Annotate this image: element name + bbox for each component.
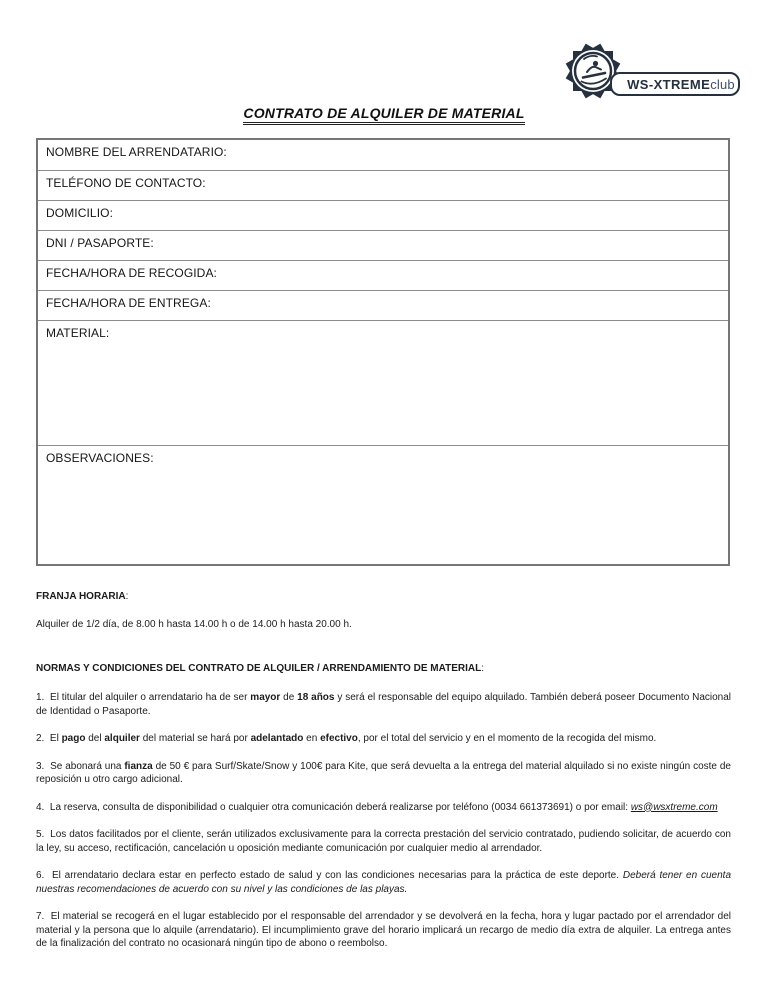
- franja-heading-colon: :: [125, 591, 129, 602]
- clauses-list: [36, 691, 731, 951]
- field-label: FECHA/HORA DE RECOGIDA:: [46, 266, 217, 280]
- text-segment: 18 años: [297, 692, 335, 703]
- text-segment: 2. El: [36, 733, 62, 744]
- text-segment: fianza: [124, 760, 153, 772]
- normas-heading-colon: :: [481, 663, 484, 674]
- nombre-arrendatario-input-area[interactable]: [46, 159, 720, 170]
- clause-6: [36, 869, 731, 896]
- text-segment: Deberá tener en cuenta nuestras recomendaciones de acuerdo con su nivel y las condiciones de las playas.: [36, 870, 731, 895]
- text-segment: 6. El arrendatario declara estar en perfecto estado de salud y con las condiciones necesarias para la práctica de este deporte.: [36, 870, 623, 881]
- text-segment: mayor: [250, 692, 281, 703]
- franja-horaria-heading: [36, 590, 731, 603]
- text-segment: 7. El material se recogerá en el lugar establecido por el responsable del arrendador y se devolverá en la fecha, hora y lugar pactado por el arrendador del material y la persona que lo alquile (arrendatario). El incumplimiento grave del horario implicará un recargo de medio día extra de alquiler. La entrega antes de la finalización del contrato no ocasionará ningún tipo de abono o reembolso.: [36, 911, 731, 949]
- title-area: [0, 105, 768, 125]
- franja-heading-text: FRANJA HORARIA: [36, 591, 126, 602]
- clause-7: [36, 910, 731, 951]
- observaciones-input-area[interactable]: [46, 465, 720, 564]
- field-label: DNI / PASAPORTE:: [46, 236, 154, 250]
- fecha-recogida-input-area[interactable]: [46, 280, 720, 290]
- text-segment: 5. Los datos facilitados por el cliente, serán utilizados exclusivamente para la correcta prestación del servicio contratado, pudiendo solicitar, de acuerdo con la ley, su acceso, rectificación, cancelación u oposición mediante comunicación por cualquier medio al arrendador.: [36, 829, 731, 854]
- fecha-entrega-input-area[interactable]: [46, 310, 720, 320]
- normas-heading-text: NORMAS Y CONDICIONES DEL CONTRATO DE ALQUILER / ARRENDAMIENTO DE MATERIAL: [36, 663, 482, 674]
- text-segment: 1. El titular del alquiler o arrendatario ha de ser: [36, 692, 251, 703]
- form-row-domicilio: [38, 200, 728, 230]
- text-segment: 4. La reserva, consulta de disponibilidad o cualquier otra comunicación deberá realizarse por teléfono (0034 661373691) o por email:: [36, 801, 631, 813]
- clause-2: [36, 732, 731, 746]
- text-segment: en: [303, 733, 321, 744]
- form-row-dni-pasaporte: [38, 230, 728, 260]
- form-row-telefono: [38, 170, 728, 200]
- rental-form-table: [36, 138, 730, 566]
- normas-heading: [36, 662, 731, 675]
- text-segment: efectivo: [320, 733, 358, 744]
- page-title: CONTRATO DE ALQUILER DE MATERIAL: [243, 105, 524, 125]
- form-row-material: [38, 320, 728, 445]
- clause-5: [36, 828, 731, 855]
- dni-pasaporte-input-area[interactable]: [46, 250, 720, 260]
- form-row-fecha-recogida: [38, 260, 728, 290]
- franja-horaria-section: [36, 590, 731, 631]
- telefono-input-area[interactable]: [46, 190, 720, 200]
- text-segment: 3. Se abonará una: [36, 760, 125, 772]
- franja-horaria-body: Alquiler de 1/2 día, de 8.00 h hasta 14.00 h o de 14.00 h hasta 20.00 h.: [36, 619, 352, 630]
- form-row-fecha-entrega: [38, 290, 728, 320]
- logo: [564, 42, 740, 102]
- text-segment: del material se hará por: [139, 733, 251, 744]
- domicilio-input-area[interactable]: [46, 220, 720, 230]
- clause-4: [36, 801, 731, 815]
- field-label: OBSERVACIONES:: [46, 451, 154, 465]
- normas-section: [36, 662, 731, 965]
- form-row-observaciones: [38, 445, 728, 564]
- clause-3: [36, 760, 731, 787]
- text-segment: de 50 € para Surf/Skate/Snow y 100€ para Kite, que será devuelta a la entrega del material alquilado si no existe ningún coste de reposición u otro cargo adicional.: [36, 760, 731, 785]
- field-label: NOMBRE DEL ARRENDATARIO:: [46, 145, 227, 159]
- email-link[interactable]: ws@wsxtreme.com: [630, 801, 718, 813]
- field-label: MATERIAL:: [46, 326, 110, 340]
- field-label: FECHA/HORA DE ENTREGA:: [46, 296, 211, 310]
- text-segment: adelantado: [250, 733, 304, 744]
- clause-1: [36, 691, 731, 718]
- form-row-nombre-arrendatario: [38, 140, 728, 170]
- text-segment: de: [280, 692, 298, 703]
- text-segment: del: [85, 733, 105, 744]
- brand-suffix: club: [710, 76, 735, 92]
- material-input-area[interactable]: [46, 340, 720, 445]
- brand-name: WS-XTREME: [627, 76, 711, 92]
- text-segment: alquiler: [104, 733, 140, 744]
- text-segment: pago: [61, 733, 86, 744]
- field-label: DOMICILIO:: [46, 206, 114, 220]
- text-segment: , por el total del servicio y en el momento de la recogida del mismo.: [357, 733, 657, 744]
- logo-wordmark: [610, 72, 740, 96]
- text-segment: y será el responsable del equipo alquilado. También deberá poseer Documento Nacional de Identidad o Pasaporte.: [36, 692, 732, 717]
- field-label: TELÉFONO DE CONTACTO:: [46, 176, 206, 190]
